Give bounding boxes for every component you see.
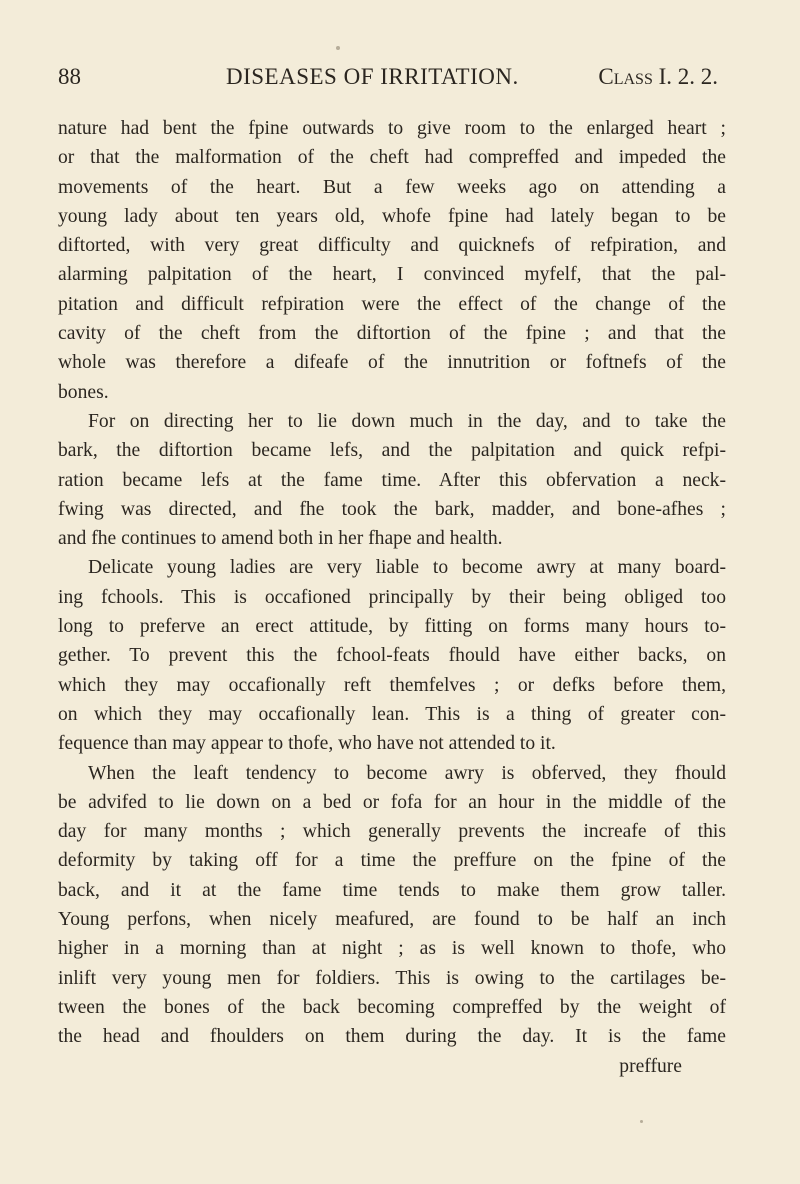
text-line: bark, the diftortion became lefs, and the palpitation and quick refpi-	[58, 440, 726, 462]
text-line: Young perfons, when nicely meafured, are found to be half an inch	[58, 909, 726, 931]
text-line: When the leaft tendency to become awry is obferved, they fhould	[88, 762, 726, 784]
text-line: diftorted, with very great difficulty and quicknefs of refpiration, and	[58, 235, 726, 257]
text-line: Delicate young ladies are very liable to become awry at many board-	[88, 557, 726, 579]
paper-speck	[336, 46, 340, 50]
text-line: long to preferve an erect attitude, by fitting on forms many hours to-	[58, 616, 726, 638]
text-line: nature had bent the fpine outwards to give room to the enlarged heart ;	[58, 118, 726, 139]
body-text	[58, 114, 726, 1081]
text-line: ration became lefs at the fame time. After this obfervation a neck-	[58, 469, 726, 491]
text-line: higher in a morning than at night ; as is well known to thofe, who	[58, 938, 726, 960]
text-line: alarming palpitation of the heart, I convinced myfelf, that the pal-	[58, 264, 726, 286]
text-line: pitation and difficult refpiration were the effect of the change of the	[58, 293, 726, 315]
text-line: fwing was directed, and fhe took the bark, madder, and bone-afhes ;	[58, 498, 726, 520]
text-line: the head and fhoulders on them during the day. It is the fame	[58, 1026, 726, 1048]
text-line: gether. To prevent this the fchool-feats fhould have either backs, on	[58, 645, 726, 667]
text-line: be advifed to lie down on a bed or fofa for an hour in the middle of the	[58, 791, 726, 813]
text-line: which they may occafionally reft themfelves ; or defks before them,	[58, 674, 726, 696]
text-line: cavity of the cheft from the diftortion of the fpine ; and that the	[58, 323, 726, 345]
text-line: and fhe continues to amend both in her fhape and health.	[58, 528, 503, 550]
page-number: 88	[58, 64, 81, 89]
text-line: on which they may occafionally lean. This is a thing of greater con-	[58, 703, 726, 725]
text-line: back, and it at the fame time tends to make them grow taller.	[58, 879, 726, 901]
text-line: movements of the heart. But a few weeks ago on attending a	[58, 176, 726, 198]
text-line: deformity by taking off for a time the preffure on the fpine of the	[58, 850, 726, 872]
running-head	[58, 64, 718, 98]
text-line: or that the malformation of the cheft had compreffed and impeded the	[58, 147, 726, 169]
text-line: For on directing her to lie down much in the day, and to take the	[88, 410, 726, 432]
paper-speck	[640, 1120, 643, 1123]
text-line: whole was therefore a difeafe of the innutrition or foftnefs of the	[58, 352, 726, 374]
catchword: preffure	[619, 1055, 682, 1077]
running-title: DISEASES OF IRRITATION.	[226, 64, 519, 89]
text-line: ing fchools. This is occafioned principally by their being obliged too	[58, 586, 726, 608]
text-line: tween the bones of the back becoming compreffed by the weight of	[58, 996, 726, 1018]
text-line: fequence than may appear to thofe, who have not attended to it.	[58, 733, 556, 755]
text-line: young lady about ten years old, whofe fpine had lately began to be	[58, 205, 726, 227]
class-reference: Class I. 2. 2.	[598, 64, 718, 89]
text-line: bones.	[58, 381, 109, 403]
text-line: inlift very young men for foldiers. This is owing to the cartilages be-	[58, 967, 726, 989]
text-line: day for many months ; which generally prevents the increafe of this	[58, 821, 726, 843]
